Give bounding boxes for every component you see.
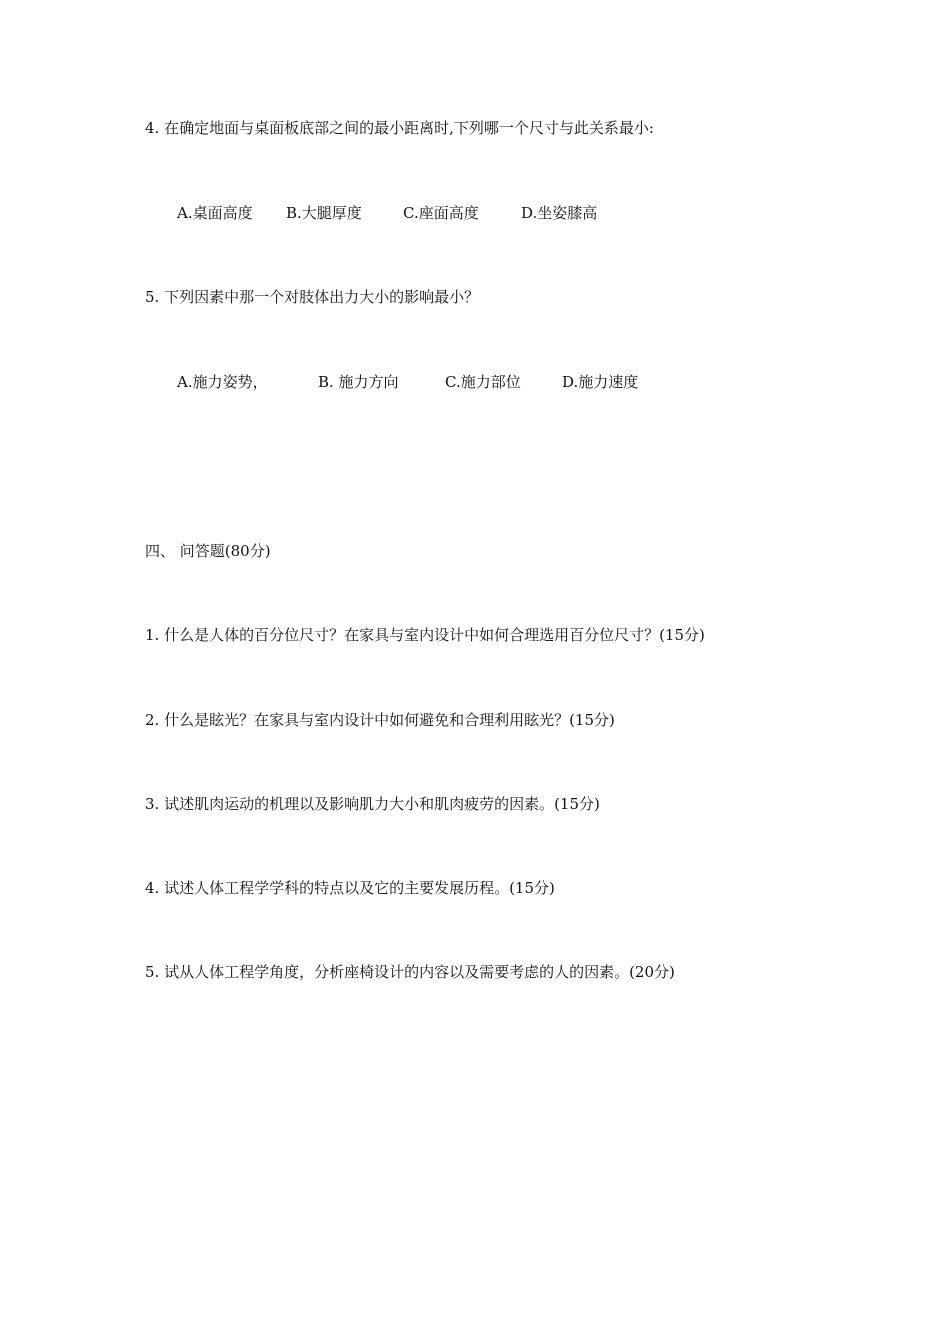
section-heading: 四、 问答题(80分) [145, 542, 271, 560]
option-d: D.坐姿膝高 [521, 204, 598, 222]
option-c: C.施力部位 [445, 373, 521, 391]
essay-question-2: 2. 什么是眩光？在家具与室内设计中如何避免和合理利用眩光？(15分) [145, 711, 615, 729]
option-a: A.施力姿势， [177, 373, 268, 391]
essay-question-4: 4. 试述人体工程学学科的特点以及它的主要发展历程。(15分) [145, 879, 555, 897]
option-d: D.施力速度 [562, 373, 639, 391]
option-c: C.座面高度 [403, 204, 479, 222]
question-5-text: 5. 下列因素中那一个对肢体出力大小的影响最小？ [145, 288, 480, 306]
option-b: B. 施力方向 [318, 373, 399, 391]
essay-question-5: 5. 试从人体工程学角度，分析座椅设计的内容以及需要考虑的人的因素。(20分) [145, 963, 675, 981]
option-b: B.大腿厚度 [286, 204, 362, 222]
essay-question-3: 3. 试述肌肉运动的机理以及影响肌力大小和肌肉疲劳的因素。(15分) [145, 795, 600, 813]
option-a: A.桌面高度 [177, 204, 253, 222]
question-4-text: 4. 在确定地面与桌面板底部之间的最小距离时,下列哪一个尺寸与此关系最小: [145, 119, 654, 137]
essay-question-1: 1. 什么是人体的百分位尺寸？在家具与室内设计中如何合理选用百分位尺寸？(15分) [145, 626, 705, 644]
